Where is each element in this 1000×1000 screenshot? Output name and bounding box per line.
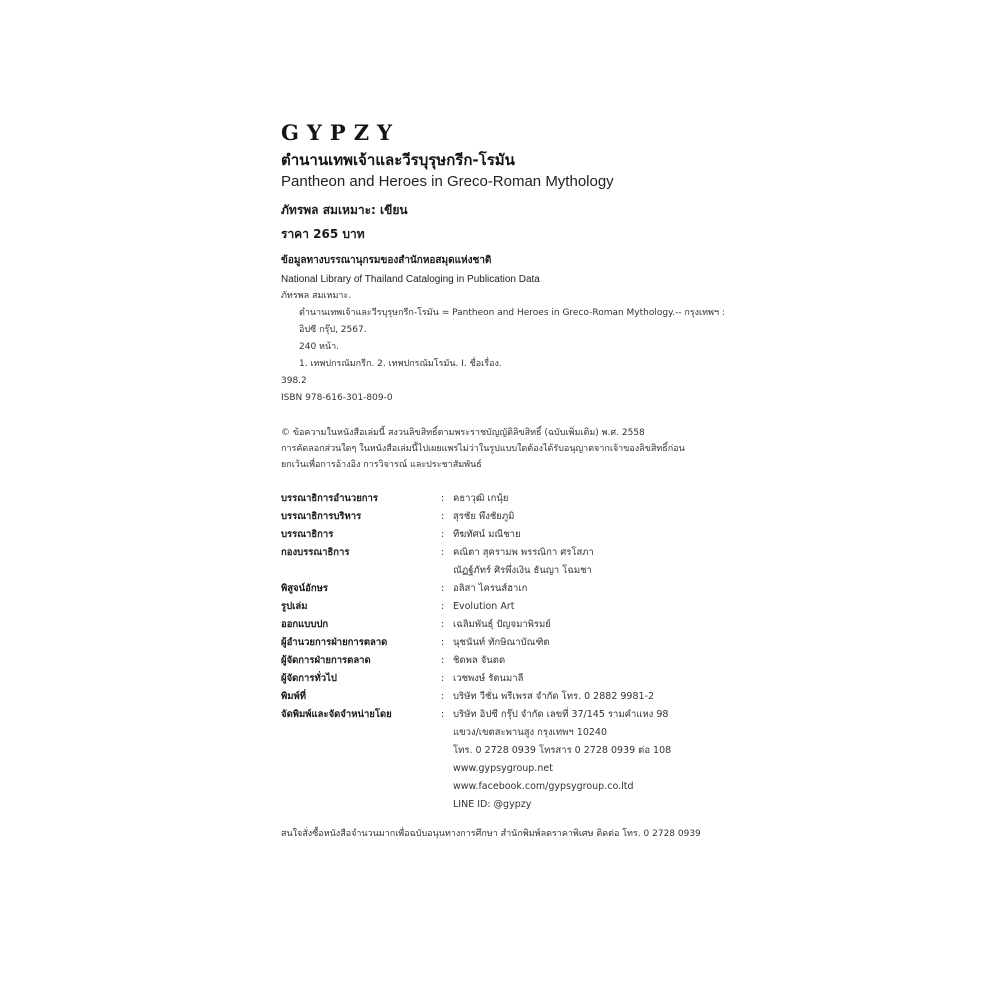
credit-row bbox=[281, 778, 753, 796]
credit-row bbox=[281, 526, 753, 544]
credit-value: ชิดพล จันตด bbox=[453, 655, 506, 666]
credit-separator bbox=[441, 796, 453, 814]
credit-role: กองบรรณาธิการ bbox=[281, 547, 350, 558]
author-line: ภัทรพล สมเหมาะ: เขียน bbox=[281, 203, 408, 217]
credit-row bbox=[281, 580, 753, 598]
book-title-english: Pantheon and Heroes in Greco-Roman Mythology bbox=[281, 173, 614, 190]
publisher-logo: GYPZY bbox=[281, 120, 401, 145]
credit-role bbox=[281, 724, 441, 742]
credit-separator: : bbox=[441, 619, 445, 630]
credit-role: พิสูจน์อักษร bbox=[281, 583, 328, 594]
cip-publisher: อิปซี กรุ๊ป, 2567. bbox=[299, 325, 367, 335]
cip-heading-english: National Library of Thailand Cataloging in Publication Data bbox=[281, 274, 540, 285]
credit-row bbox=[281, 796, 753, 814]
credit-separator bbox=[441, 562, 453, 580]
bulk-order-note: สนใจสั่งซื้อหนังสือจำนวนมากเพื่อฉบับอนุนทางการศึกษา สำนักพิมพ์ลดราคาพิเศษ ติดต่อ โทร. 0 2728 0939 bbox=[281, 829, 701, 839]
credit-role: ผู้จัดการฝ่ายการตลาด bbox=[281, 655, 371, 666]
credit-value: www.gypsygroup.net bbox=[453, 763, 553, 774]
credit-separator: : bbox=[441, 673, 445, 684]
credit-row bbox=[281, 742, 753, 760]
credit-separator: : bbox=[441, 709, 445, 720]
credit-separator: : bbox=[441, 511, 445, 522]
credit-separator: : bbox=[441, 529, 445, 540]
credit-role: บรรณาธิการอำนวยการ bbox=[281, 493, 378, 504]
credit-row bbox=[281, 688, 753, 706]
credit-separator: : bbox=[441, 493, 445, 504]
credit-separator: : bbox=[441, 583, 445, 594]
credit-role: รูปเล่ม bbox=[281, 601, 308, 612]
credit-row bbox=[281, 634, 753, 652]
credit-role: บรรณาธิการ bbox=[281, 529, 334, 540]
credit-separator: : bbox=[441, 601, 445, 612]
credit-separator bbox=[441, 760, 453, 778]
credit-separator bbox=[441, 778, 453, 796]
credit-role bbox=[281, 562, 441, 580]
credit-role: บรรณาธิการบริหาร bbox=[281, 511, 362, 522]
credit-row bbox=[281, 670, 753, 688]
price-line: ราคา 265 บาท bbox=[281, 227, 365, 241]
credit-value: นุชนันท์ ทักษิณาบัณฑิต bbox=[453, 637, 550, 648]
cip-title: ตำนานเทพเจ้าและวีรบุรุษกรีก-โรมัน = Pantheon and Heroes in Greco-Roman Mythology.-- กรุงเทพฯ : bbox=[299, 308, 725, 318]
cip-subjects: 1. เทพปกรณัมกรีก. 2. เทพปกรณัมโรมัน. I. ชื่อเรื่อง. bbox=[299, 359, 502, 369]
cip-isbn: ISBN 978-616-301-809-0 bbox=[281, 393, 393, 403]
copyright-line: ยกเว้นเพื่อการอ้างอิง การวิจารณ์ และประชาสัมพันธ์ bbox=[281, 460, 482, 470]
credit-row bbox=[281, 598, 753, 616]
copyright-line: การคัดลอกส่วนใดๆ ในหนังสือเล่มนี้ไปเผยแพร่ไม่ว่าในรูปแบบใดต้องได้รับอนุญาตจากเจ้าของลิขสิทธิ์ก่อน bbox=[281, 444, 685, 454]
credit-value: บริษัท วีชั่น พรีเพรส จำกัด โทร. 0 2882 9981-2 bbox=[453, 691, 655, 702]
credits-table bbox=[281, 490, 753, 814]
credit-row bbox=[281, 544, 753, 562]
imprint-content bbox=[281, 120, 761, 842]
credit-row bbox=[281, 706, 753, 724]
credit-separator: : bbox=[441, 655, 445, 666]
copyright-notice bbox=[281, 425, 761, 473]
credit-value: เวชพงษ์ รัตนมาลี bbox=[453, 673, 524, 684]
cip-pages: 240 หน้า. bbox=[299, 342, 340, 352]
credit-role bbox=[281, 796, 441, 814]
credit-row bbox=[281, 760, 753, 778]
book-title-thai: ตำนานเทพเจ้าและวีรบุรุษกรีก-โรมัน bbox=[281, 151, 515, 169]
credit-role bbox=[281, 778, 441, 796]
credit-row bbox=[281, 724, 753, 742]
credit-row bbox=[281, 490, 753, 508]
credit-value: สุรชัย พึงชัยภูมิ bbox=[453, 511, 515, 522]
credit-role: ออกแบบปก bbox=[281, 619, 329, 630]
credit-value: คธาวุฒิ เกนุ้ย bbox=[453, 493, 509, 504]
credit-role: พิมพ์ที่ bbox=[281, 691, 307, 702]
cip-author: ภัทรพล สมเหมาะ. bbox=[281, 291, 352, 301]
credit-value: ทีฆทัศน์ มณีชาย bbox=[453, 529, 521, 540]
credit-row bbox=[281, 652, 753, 670]
credit-role bbox=[281, 760, 441, 778]
credit-separator: : bbox=[441, 637, 445, 648]
credit-role: จัดพิมพ์และจัดจำหน่ายโดย bbox=[281, 709, 392, 720]
credit-separator: : bbox=[441, 547, 445, 558]
credit-value: แขวง/เขตสะพานสูง กรุงเทพฯ 10240 bbox=[453, 727, 607, 738]
credit-value: บริษัท อิปซี กรุ๊ป จำกัด เลขที่ 37/145 รามคำแหง 98 bbox=[453, 709, 669, 720]
credit-value: LINE ID: @gypzy bbox=[453, 799, 532, 810]
credit-role: ผู้จัดการทั่วไป bbox=[281, 673, 337, 684]
copyright-line: © ข้อความในหนังสือเล่มนี้ สงวนลิขสิทธิ์ตามพระราชบัญญัติลิขสิทธิ์ (ฉบับเพิ่มเติม) พ.ศ. 2558 bbox=[281, 428, 645, 438]
credit-value: เฉลิมพันธุ์ ปัญจมาพิรมย์ bbox=[453, 619, 551, 630]
credit-row bbox=[281, 616, 753, 634]
credit-value: Evolution Art bbox=[453, 601, 515, 612]
credit-value: www.facebook.com/gypsygroup.co.ltd bbox=[453, 781, 634, 792]
credit-value: โทร. 0 2728 0939 โทรสาร 0 2728 0939 ต่อ 108 bbox=[453, 745, 672, 756]
cip-heading-thai: ข้อมูลทางบรรณานุกรมของสำนักหอสมุดแห่งชาติ bbox=[281, 255, 492, 266]
credit-row bbox=[281, 562, 753, 580]
credit-separator bbox=[441, 724, 453, 742]
credit-role bbox=[281, 742, 441, 760]
credit-value: อลิสา ไครนส์ฮาเก bbox=[453, 583, 528, 594]
credit-role: ผู้อำนวยการฝ่ายการตลาด bbox=[281, 637, 388, 648]
credit-separator bbox=[441, 742, 453, 760]
credit-value: ณัฏฐ์ภัทร์ ศิรพึ่งเงิน ธันญา โฉมชา bbox=[453, 565, 592, 576]
credit-row bbox=[281, 508, 753, 526]
credit-separator: : bbox=[441, 691, 445, 702]
cip-classification: 398.2 bbox=[281, 376, 307, 386]
credit-value: คณิตา สุครามพ พรรณิกา ศรโสภา bbox=[453, 547, 594, 558]
